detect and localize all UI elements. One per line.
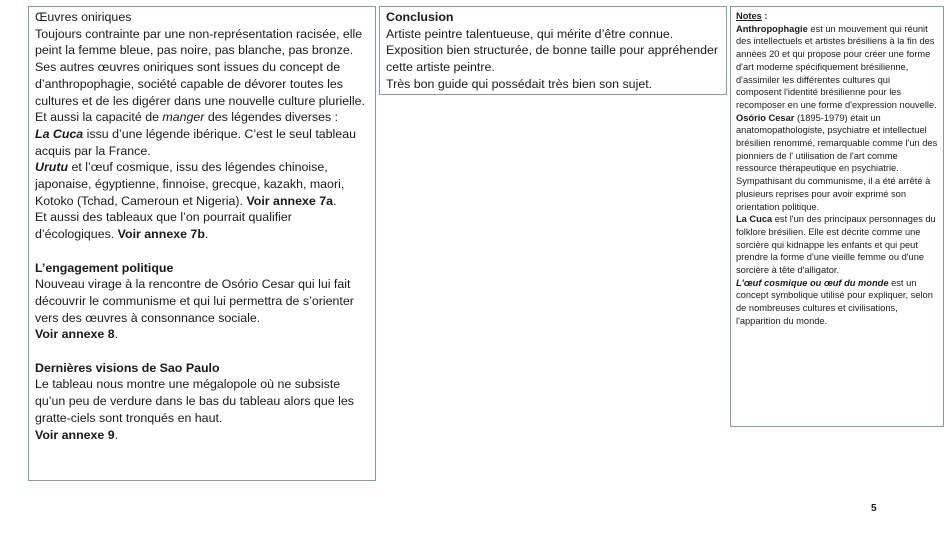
text: issu d’une légende ibérique. C’est le seul tableau acquis par la France.	[35, 126, 356, 158]
note-text: Sympathisant du communisme, il a été arrêté à plusieurs reprises pour avoir exprimé son orientation politique.	[736, 176, 931, 212]
text: :	[761, 11, 768, 21]
paragraph: Artiste peintre talentueuse, qui mérite d’être connue.	[386, 26, 674, 41]
note-text: est un concept symbolique utilisé pour expliquer, selon de nombreuses cultures et civilisations, l'apparition du monde.	[736, 277, 933, 326]
text: Et aussi la capacité de	[35, 110, 163, 125]
paragraph	[35, 126, 369, 159]
paragraph: Le tableau nous montre une mégalopole où ne subsiste qu’un peu de verdure dans le bas du tableau alors que les gratte-ciels sont tronqués en haut.	[35, 377, 354, 425]
notes-heading	[736, 10, 938, 23]
paragraph: Nouveau virage à la rencontre de Osório Cesar qui lui fait découvrir le communisme et qui lui permettra de s’orienter vers des œuvres à consonnance sociale.	[35, 277, 354, 325]
note-term: Osório Cesar	[736, 112, 795, 123]
note	[736, 112, 938, 176]
annex-reference: Voir annexe 7a	[246, 193, 333, 208]
text: .	[114, 327, 119, 342]
paragraph	[35, 326, 369, 343]
note-term: Anthropophagie	[736, 23, 808, 34]
text: Et aussi des tableaux que l’on pourrait qualifier d’écologiques.	[35, 210, 292, 242]
paragraph: Ses autres œuvres oniriques sont issues du concept de d’anthropophagie, société capable de dévorer toutes les cultures et de les digérer dans une nouvelle culture plurielle.	[35, 60, 365, 108]
notes-box	[730, 6, 944, 427]
paragraph	[35, 109, 369, 126]
paragraph	[35, 159, 369, 209]
note	[736, 23, 938, 112]
section-title-visions: Dernières visions de Sao Paulo	[35, 360, 220, 375]
conclusion-box	[379, 6, 727, 95]
conclusion-title: Conclusion	[386, 10, 454, 24]
text: et l’œuf cosmique, issu des légendes chinoise, japonaise, égyptienne, finnoise, grecque, kazakh, maori, Kotoko (Tchad, Cameroun et Nigeria).	[35, 160, 345, 208]
note-term: La Cuca	[736, 214, 773, 225]
section-title-engagement: L’engagement politique	[35, 260, 174, 275]
note	[736, 277, 938, 328]
annex-reference: Voir annexe 7b	[117, 227, 205, 242]
paragraph	[35, 427, 369, 444]
notes-title: Notes	[736, 11, 762, 21]
section-title-oeuvres: Œuvres oniriques	[35, 10, 132, 24]
annex-reference: Voir annexe 8	[35, 327, 115, 342]
text: des légendes diverses :	[204, 110, 339, 125]
paragraph: Exposition bien structurée, de bonne taille pour appréhender cette artiste peintre.	[386, 43, 719, 75]
paragraph	[35, 209, 369, 242]
note-text: est l'un des principaux personnages du folklore brésilien. Elle est décrite comme une sorcière qui kidnappe les enfants et qui peut prendre la forme d'une vieille femme ou d'une sorcière à tête d'alligator.	[736, 214, 936, 276]
paragraph: Toujours contrainte par une non-représentation racisée, elle peint la femme bleue, pas noire, pas blanche, pas bronze.	[35, 26, 363, 58]
text: .	[204, 227, 209, 242]
artwork-title: Urutu	[35, 160, 69, 175]
page-number: 5	[871, 503, 877, 514]
annex-reference: Voir annexe 9	[35, 427, 115, 442]
note-term: L'œuf cosmique ou œuf du monde	[736, 277, 889, 288]
note-text: (1895-1979) était un anatomopathologiste, psychiatre et intellectuel brésilien renommé, remarquable comme l'un des pionniers de l' utilisation de l'art comme ressource thérapeutique en psychiatrie.	[736, 112, 938, 174]
emphasis: manger	[162, 110, 205, 125]
text: .	[332, 193, 337, 208]
artwork-title: La Cuca	[35, 126, 84, 141]
text: .	[114, 427, 119, 442]
note	[736, 213, 938, 277]
paragraph: Très bon guide qui possédait très bien son sujet.	[386, 76, 653, 91]
left-text-box	[28, 6, 376, 481]
note-text: est un mouvement qui réunit des intellectuels et artistes brésiliens à la fin des années 20 et qui propose pour créer une forme d'art moderne spécifiquement brésilienne, d'assimiler les différentes cultures qui composent l'identité brésilienne pour les recomposer en une forme d'expression nouvelle.	[736, 23, 937, 110]
